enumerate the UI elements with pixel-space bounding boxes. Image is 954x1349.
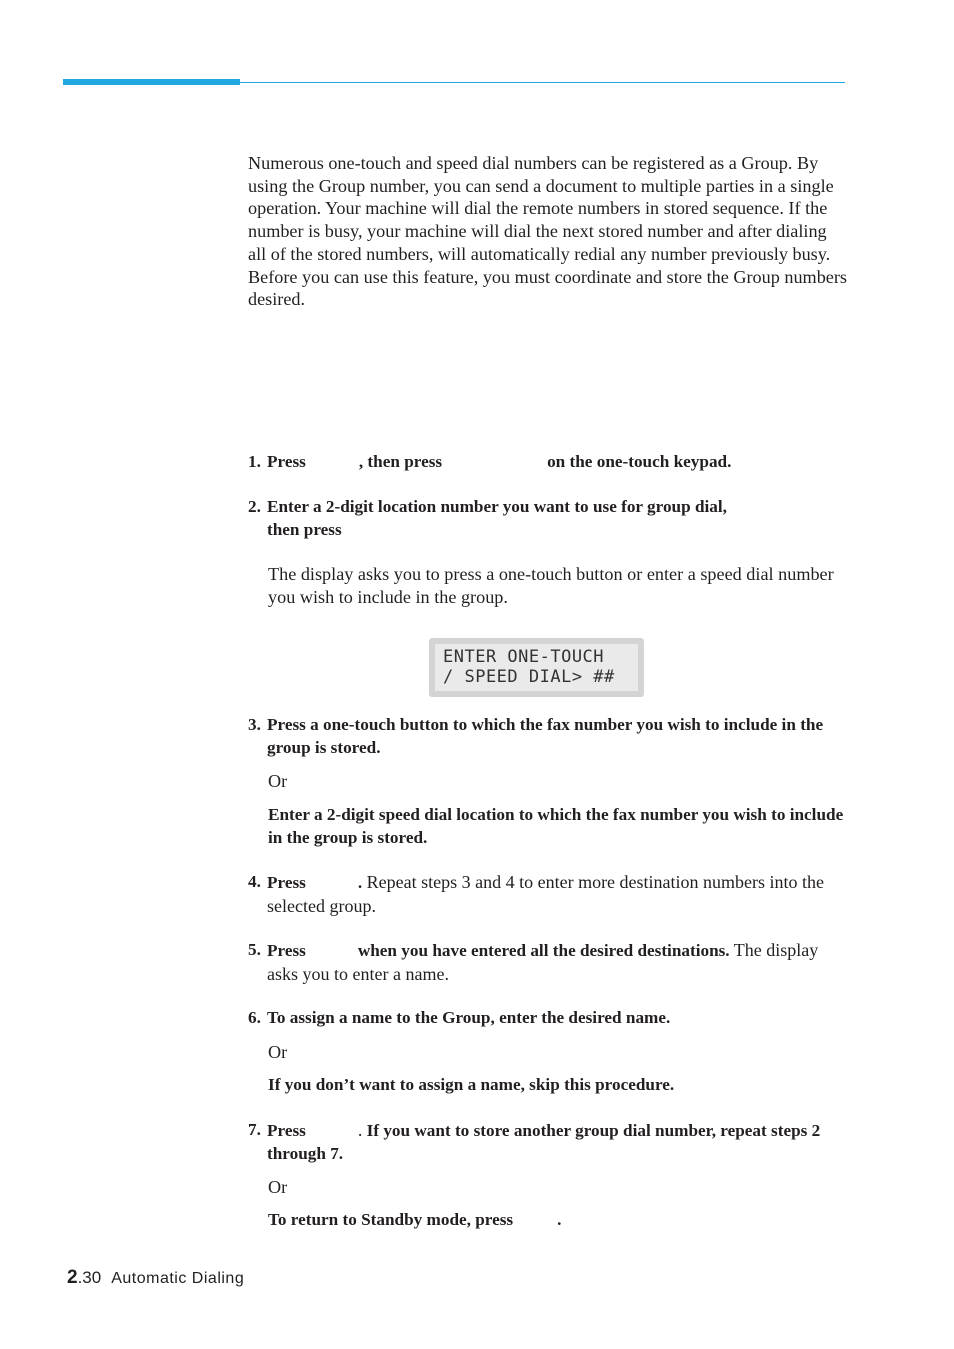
step-text: Press <box>267 1121 306 1140</box>
step-text: Press <box>267 873 306 892</box>
step-text: on the one-touch keypad. <box>547 452 732 471</box>
step-text: If you want to store another group dial number, repeat steps 2 through 7. <box>267 1121 821 1163</box>
lcd-screen <box>435 644 638 691</box>
step-number: 1. <box>248 452 261 471</box>
step-text: , then press <box>358 452 443 471</box>
section-title: Automatic Dialing <box>111 1270 245 1287</box>
step-text: Press a one-touch button to which the fax number you wish to include in the group is stored. <box>267 715 824 757</box>
chapter-number: 2 <box>67 1267 78 1288</box>
step-6 <box>248 1007 848 1030</box>
or-label: Or <box>268 771 288 791</box>
step-number: 5. <box>248 940 261 959</box>
page-footer <box>67 1267 244 1289</box>
step-number: 2. <box>248 497 261 516</box>
step-text: Press <box>267 452 306 471</box>
step-text: The display asks you to enter a name. <box>267 940 819 984</box>
step-text: To assign a name to the Group, enter the desired name. <box>267 1008 671 1027</box>
step-3-alternative: Enter a 2-digit speed dial location to which the fax number you wish to include in the group is stored. <box>268 805 844 847</box>
step-2-note: The display asks you to press a one-touch button or enter a speed dial number you wish to include in the group. <box>268 564 834 607</box>
step-6-alternative: If you don’t want to assign a name, skip this procedure. <box>268 1075 675 1094</box>
step-text: To return to Standby mode, press <box>268 1210 514 1229</box>
step-text: . <box>357 873 363 892</box>
step-text: Press <box>267 941 306 960</box>
or-label: Or <box>268 1042 288 1062</box>
step-text: Repeat steps 3 and 4 to enter more destination numbers into the selected group. <box>267 872 825 916</box>
step-7-alternative <box>268 1209 848 1232</box>
step-number: 7. <box>248 1120 261 1139</box>
or-label: Or <box>268 1177 288 1197</box>
step-3 <box>248 714 848 759</box>
page-number: .30 <box>77 1268 102 1287</box>
lcd-line-2: / SPEED DIAL> ## <box>443 667 615 687</box>
step-number: 4. <box>248 872 261 891</box>
step-text: then press <box>267 519 342 539</box>
intro-paragraph: Numerous one-touch and speed dial numbers can be registered as a Group. By using the Group number, you can send a document to multiple parties in a single operation. Your machine will dial the remote numbers in stored sequence. If the number is busy, your machine will dial the next stored number and after dialing all of the stored numbers, will automatically redial any number previously busy. Before you can use this feature, you must coordinate and store the Group numbers desired. <box>248 153 848 310</box>
step-number: 6. <box>248 1008 261 1027</box>
step-text: . <box>557 1210 562 1229</box>
step-text: Enter a 2-digit location number you want to use for group dial, <box>267 497 727 516</box>
header-accent-bar <box>63 79 240 85</box>
lcd-display <box>429 638 644 697</box>
step-1 <box>248 451 848 474</box>
step-text: . <box>357 1120 363 1140</box>
step-4 <box>248 871 848 918</box>
step-5 <box>248 939 848 986</box>
step-number: 3. <box>248 715 261 734</box>
step-7 <box>248 1119 848 1165</box>
step-2 <box>248 496 848 541</box>
step-text: when you have entered all the desired destinations. <box>357 941 730 960</box>
lcd-line-1: ENTER ONE-TOUCH <box>443 647 605 667</box>
